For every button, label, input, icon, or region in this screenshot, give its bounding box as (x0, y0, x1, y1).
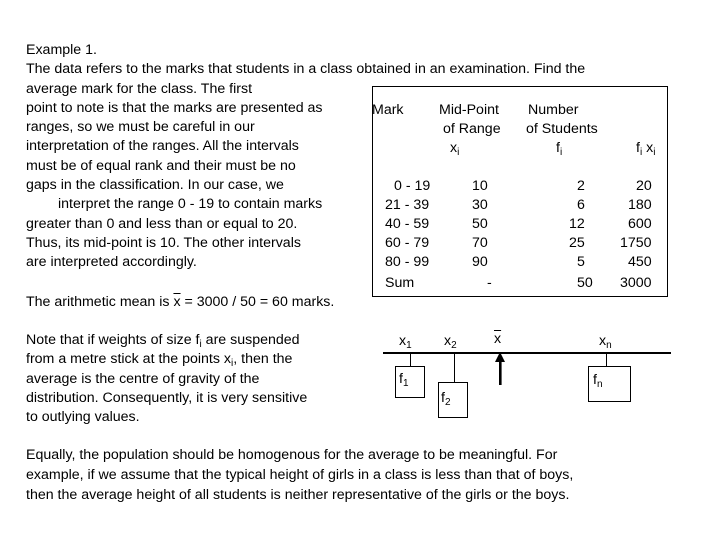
row-mid: 90 (472, 254, 488, 270)
table-right-border (667, 86, 668, 297)
row-mark: 80 - 99 (385, 254, 430, 270)
conclusion-paragraph (26, 445, 573, 505)
header-product: $f_i$ $x_i$ (636, 140, 656, 158)
intro-line: greater than 0 and less than or equal to 20. (26, 215, 298, 232)
intro-line: are interpreted accordingly. (26, 254, 197, 271)
intro-line: interpret the range 0 - 19 to contain marks (58, 196, 323, 213)
row-mark: 60 - 79 (385, 235, 430, 251)
row-prod: 600 (628, 216, 652, 232)
up-arrow-icon (492, 350, 508, 386)
intro-paragraph (26, 41, 585, 273)
weights-note (26, 331, 307, 427)
string-2 (454, 353, 455, 383)
intro-line: ranges, so we must be careful in our (26, 119, 255, 136)
row-mid: 30 (472, 197, 488, 213)
note-line: Note that if weights of size $f_i$ are suspended (26, 332, 300, 350)
header-midpoint: Mid-Point (439, 102, 499, 118)
intro-line: interpretation of the ranges. All the intervals (26, 138, 299, 155)
header-mark: Mark (372, 102, 404, 118)
row-mark: 21 - 39 (385, 197, 430, 213)
intro-line: average mark for the class. The first (26, 80, 253, 97)
example-heading: Example 1. (26, 42, 97, 58)
string-1 (410, 353, 411, 367)
row-mark: 40 - 59 (385, 216, 430, 232)
conclusion-line: then the average height of all students is neither representative of the girls or the boys. (26, 487, 570, 503)
row-mid: 50 (472, 216, 488, 232)
row-prod: 450 (628, 254, 652, 270)
row-mark: 0 - 19 (394, 178, 431, 194)
row-mid: 10 (472, 178, 488, 194)
header-midpoint-symbol: $x_i$ (450, 140, 460, 158)
intro-line: gaps in the classification. In our case, we (26, 177, 284, 194)
row-num: 5 (577, 254, 585, 270)
label-x1: $x_1$ (399, 333, 412, 351)
header-number-2: of Students (526, 121, 598, 137)
table-top-border (372, 86, 668, 87)
label-fn: $f_n$ (593, 372, 603, 390)
label-x-bar: $\overline{x}$ (494, 331, 502, 347)
note-line: average is the centre of gravity of the (26, 370, 260, 387)
note-line: from a metre stick at the points $x_i$, then the (26, 351, 293, 370)
intro-line: must be of equal rank and their must be no (26, 157, 296, 174)
row-mid: 70 (472, 235, 488, 251)
header-number: Number (528, 102, 579, 118)
table-bottom-border (372, 296, 668, 297)
metre-stick (383, 352, 671, 354)
sum-num: 50 (577, 275, 593, 291)
x-bar-symbol: $\overline{x}$ (173, 294, 181, 310)
header-midpoint-2: of Range (443, 121, 501, 137)
label-xn: $x_n$ (599, 333, 612, 351)
row-num: 25 (569, 235, 585, 251)
row-num: 12 (569, 216, 585, 232)
row-prod: 20 (636, 178, 652, 194)
intro-line: point to note is that the marks are presented as (26, 99, 323, 116)
string-n (606, 353, 607, 367)
sum-prod: 3000 (620, 275, 652, 291)
sum-label: Sum (385, 275, 415, 291)
label-f2: $f_2$ (441, 390, 451, 408)
note-line: distribution. Consequently, it is very sensitive (26, 389, 308, 406)
intro-line: Thus, its mid-point is 10. The other intervals (26, 234, 301, 251)
header-number-symbol: $f_i$ (556, 140, 563, 158)
sum-mid: - (487, 275, 492, 291)
intro-line: The data refers to the marks that students in a class obtained in an examination. Find the (26, 61, 586, 78)
conclusion-line: example, if we assume that the typical height of girls in a class is less than that of boys, (26, 467, 574, 483)
note-line: to outlying values. (26, 409, 140, 426)
label-x2: $x_2$ (444, 333, 457, 351)
label-f1: $f_1$ (399, 371, 409, 389)
mean-statement: The arithmetic mean is $\overline{x} = 3000 / 50 = 60$ marks. (26, 294, 335, 310)
row-num: 2 (577, 178, 585, 194)
row-num: 6 (577, 197, 585, 213)
row-prod: 1750 (620, 235, 652, 251)
row-prod: 180 (628, 197, 652, 213)
conclusion-line: Equally, the population should be homogenous for the average to be meaningful. For (26, 447, 558, 463)
